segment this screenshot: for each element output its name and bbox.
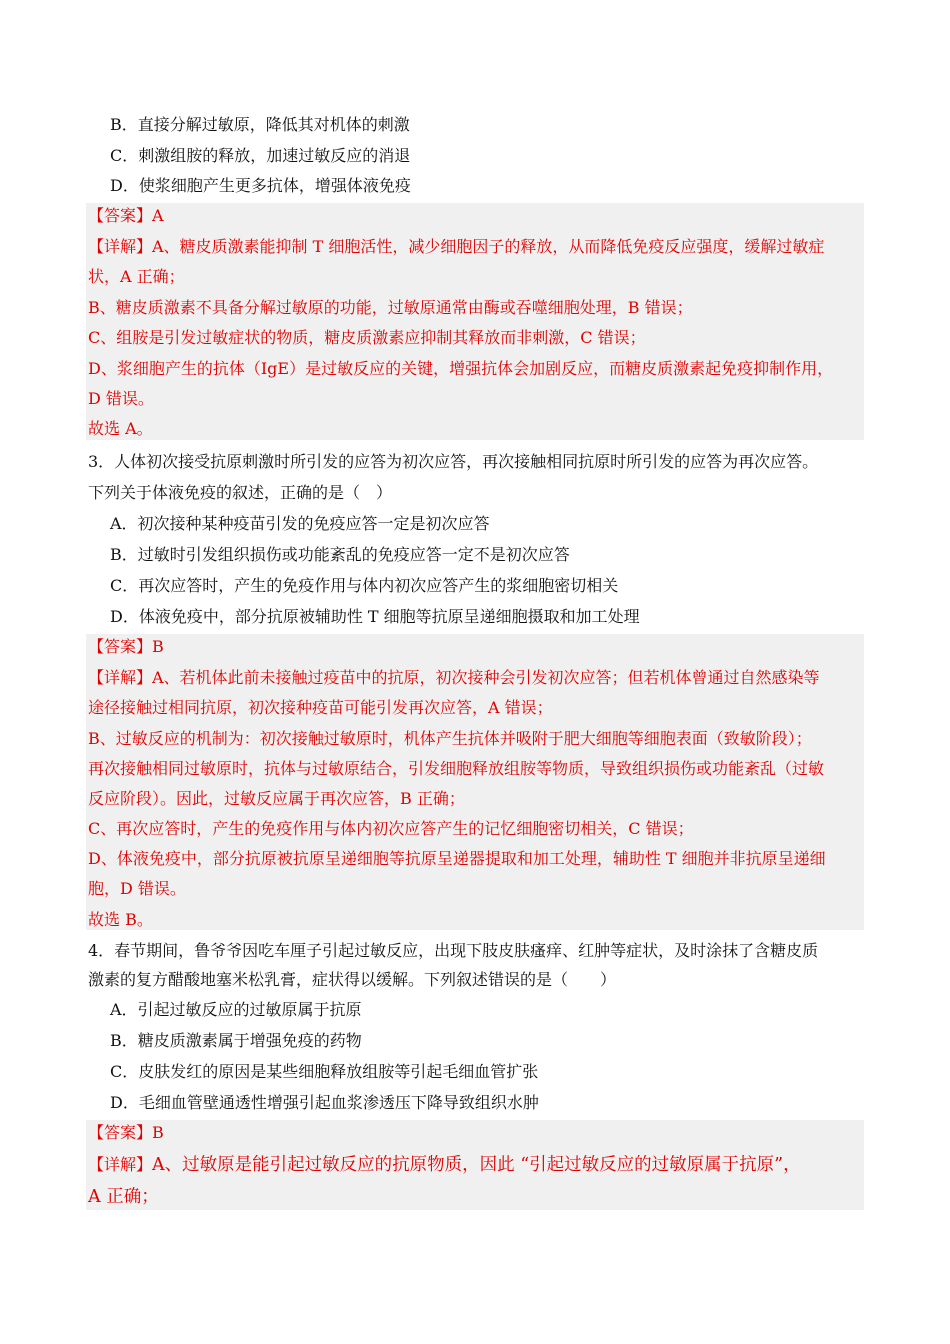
q2-detail-d-line2: D 错误。 xyxy=(88,389,154,408)
q4-option-c: C．皮肤发红的原因是某些细胞释放组胺等引起毛细血管扩张 xyxy=(110,1062,539,1081)
q2-conclusion: 故选 A。 xyxy=(88,419,153,438)
q2-detail-c: C、组胺是引发过敏症状的物质，糖皮质激素应抑制其释放而非刺激，C 错误； xyxy=(88,328,646,347)
q2-option-c: C．刺激组胺的释放，加速过敏反应的消退 xyxy=(110,146,411,165)
q3-detail-b-line3: 反应阶段）。因此，过敏反应属于再次应答，B 正确； xyxy=(88,789,465,808)
q4-option-a: A．引起过敏反应的过敏原属于抗原 xyxy=(110,1000,362,1019)
q3-detail-a-line1: 【详解】A、若机体此前未接触过疫苗中的抗原，初次接种会引发初次应答；但若机体曾通过自然感染等 xyxy=(88,668,820,687)
q2-option-b: B．直接分解过敏原，降低其对机体的刺激 xyxy=(110,115,410,134)
q3-detail-b-line1: B、过敏反应的机制为：初次接触过敏原时，机体产生抗体并吸附于肥大细胞等细胞表面（致敏阶段）； xyxy=(88,729,812,748)
q2-detail-a-line2: 状，A 正确； xyxy=(88,267,185,286)
q3-detail-d-line1: D、体液免疫中，部分抗原被抗原呈递细胞等抗原呈递器提取和加工处理，辅助性 T 细胞并非抗原呈递细 xyxy=(88,849,826,868)
q2-option-d: D．使浆细胞产生更多抗体，增强体液免疫 xyxy=(110,176,411,195)
q2-detail-a-line1: 【详解】A、糖皮质激素能抑制 T 细胞活性，减少细胞因子的释放，从而降低免疫反应强度，缓解过敏症 xyxy=(88,237,825,256)
q4-detail-prefix: 【详解】 xyxy=(88,1155,153,1174)
q4-stem-line1: 4．春节期间，鲁爷爷因吃车厘子引起过敏反应，出现下肢皮肤瘙痒、红肿等症状，及时涂抹了含糖皮质 xyxy=(88,941,819,960)
q3-option-d: D．体液免疫中，部分抗原被辅助性 T 细胞等抗原呈递细胞摄取和加工处理 xyxy=(110,607,640,626)
q3-option-c: C．再次应答时，产生的免疫作用与体内初次应答产生的浆细胞密切相关 xyxy=(110,576,619,595)
q4-stem-line2: 激素的复方醋酸地塞米松乳膏，症状得以缓解。下列叙述错误的是（ ） xyxy=(88,970,617,989)
q2-answer: 【答案】A xyxy=(88,206,164,225)
q3-detail-a-line2: 途径接触过相同抗原，初次接种疫苗可能引发再次应答，A 错误； xyxy=(88,698,553,717)
q4-detail-a-line2: A 正确； xyxy=(88,1187,159,1207)
q3-detail-d-line2: 胞，D 错误。 xyxy=(88,879,186,898)
q4-detail-a-line1 xyxy=(88,1154,801,1176)
q3-detail-b-line2: 再次接触相同过敏原时，抗体与过敏原结合，引发细胞释放组胺等物质，导致组织损伤或功能紊乱（过敏 xyxy=(88,759,825,778)
q3-conclusion: 故选 B。 xyxy=(88,910,153,929)
q3-option-b: B．过敏时引发组织损伤或功能紊乱的免疫应答一定不是初次应答 xyxy=(110,545,570,564)
q3-stem-line1: 3．人体初次接受抗原刺激时所引发的应答为初次应答，再次接触相同抗原时所引发的应答为再次应答。 xyxy=(88,452,819,471)
q3-answer: 【答案】B xyxy=(88,637,164,656)
q4-detail-a-text: A、过敏原是能引起过敏反应的抗原物质，因此 “引起过敏反应的过敏原属于抗原”， xyxy=(152,1155,801,1175)
q3-detail-c: C、再次应答时，产生的免疫作用与体内初次应答产生的记忆细胞密切相关，C 错误； xyxy=(88,819,694,838)
q4-option-d: D．毛细血管壁通透性增强引起血浆渗透压下降导致组织水肿 xyxy=(110,1093,539,1112)
q3-stem-line2: 下列关于体液免疫的叙述，正确的是（ ） xyxy=(88,483,393,502)
q2-detail-d-line1: D、浆细胞产生的抗体（IgE）是过敏反应的关键，增强抗体会加剧反应，而糖皮质激素起免疫抑制作用， xyxy=(88,359,834,378)
q2-detail-b: B、糖皮质激素不具备分解过敏原的功能，过敏原通常由酶或吞噬细胞处理，B 错误； xyxy=(88,298,693,317)
q4-answer: 【答案】B xyxy=(88,1123,164,1142)
q4-option-b: B．糖皮质激素属于增强免疫的药物 xyxy=(110,1031,362,1050)
q3-option-a: A．初次接种某种疫苗引发的免疫应答一定是初次应答 xyxy=(110,514,490,533)
